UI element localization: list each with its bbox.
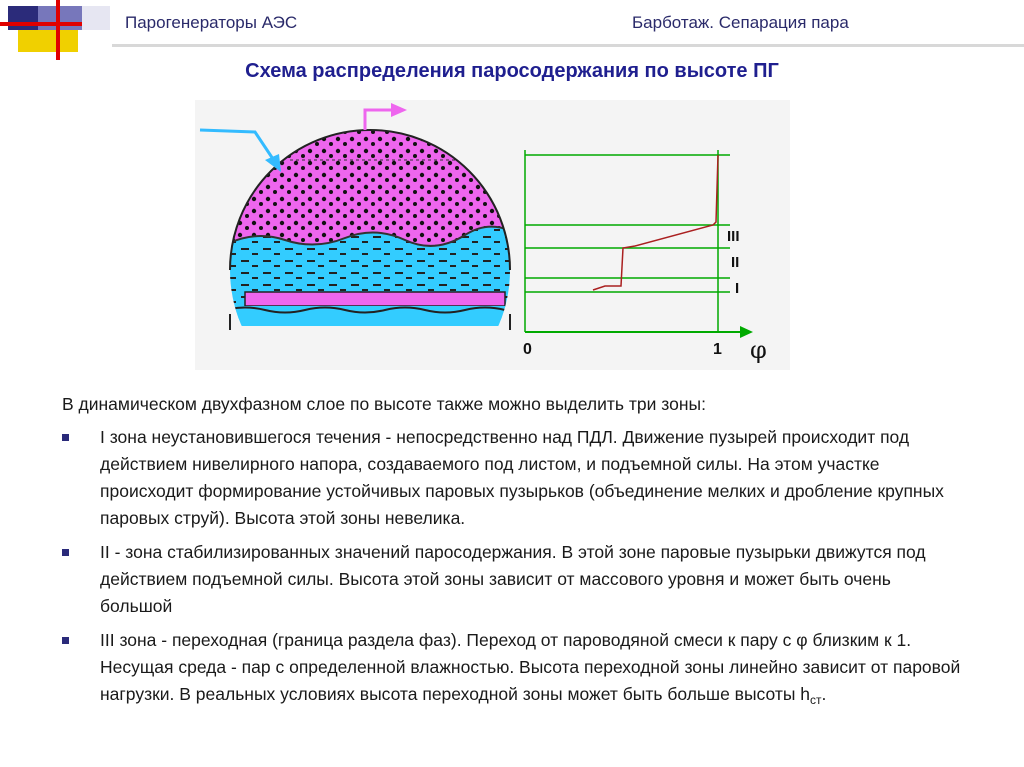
list-item [62, 424, 962, 532]
zone-label-iii: III [727, 228, 740, 245]
bullet-square-icon [62, 637, 69, 644]
axis-one-label: 1 [713, 341, 722, 358]
zone-ii-text: II - зона стабилизированных значений паросодержания. В этой зоне паровые пузырьки движутся под действием подъемной силы. Высота этой зоны зависит от массового уровня и может быть очень большой [100, 542, 926, 616]
zone-label-i: I [735, 280, 740, 297]
intro-paragraph: В динамическом двухфазном слое по высоте также можно выделить три зоны: [62, 394, 706, 414]
header-left-title: Парогенераторы АЭС [125, 13, 298, 32]
axis-zero-label: 0 [523, 341, 532, 358]
corner-logo [0, 0, 110, 60]
list-item [62, 539, 962, 620]
header-divider [112, 44, 1024, 47]
list-item [62, 627, 962, 714]
axis-phi-symbol: φ [750, 336, 767, 364]
zone-i-text: I зона неустановившегося течения - непосредственно над ПДЛ. Движение пузырей происходит под действием нивелирного напора, создаваемого под листом, и подъемной силы. На этом участке происходит формирование устойчивых паровых пузырьков (объединение мелких и дробление крупных паровых струй). Высота этой зоны невелика. [100, 427, 944, 528]
steam-content-diagram [195, 100, 790, 370]
bullet-square-icon [62, 434, 69, 441]
slide-title: Схема распределения паросодержания по высоте ПГ [245, 60, 779, 82]
zone-list [62, 424, 962, 721]
zone-label-ii: II [731, 254, 740, 271]
header-right-title: Барботаж. Сепарация пара [632, 13, 849, 32]
bullet-square-icon [62, 549, 69, 556]
zone-iii-text: III зона - переходная (граница раздела фаз). Переход от пароводяной смеси к пару с φ близким к 1. Несущая среда - пар с определенной влажностью. Высота переходной зоны линейно зависит от паровой нагрузки. В реальных условиях высота переходной зоны может быть больше высоты h [100, 630, 961, 704]
zone-iii-tail: . [821, 684, 827, 704]
subscript-st: ст [810, 693, 822, 707]
